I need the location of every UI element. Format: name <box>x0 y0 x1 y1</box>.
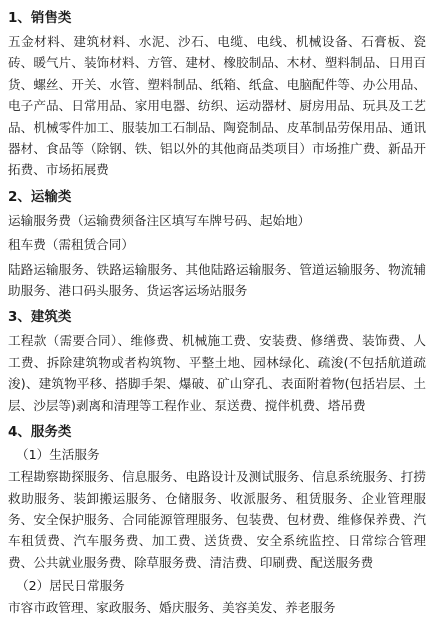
resident-services-paragraph: 市容市政管理、家政服务、婚庆服务、美容美发、养老服务 <box>8 600 336 616</box>
sales-items-paragraph: 五金材料、建筑材料、水泥、沙石、电缆、电线、机械设备、石膏板、瓷砖、暖气片、装饰材料、方管、建材、橡胶制品、木材、塑料制品、日用百货、螺丝、开关、水管、塑料制品、纸箱、纸盒、电脑配件等、办公用品、电子产品、日常用品、家用电器、纺织、运动器材、厨房用品、玩具及工艺品、机械零件加工、服装加工石制品、陶瓷制品、皮革制品劳保用品、通讯器材、食品等（除钢、铁、铝以外的其他商品类项目）市场推广费、新品开拓费、市场拓展费 <box>8 34 426 178</box>
life-services-paragraph: 工程勘察勘探服务、信息服务、电路设计及测试服务、信息系统服务、打捞救助服务、装卸搬运服务、仓储服务、收派服务、租赁服务、企业管理服务、安全保护服务、合同能源管理服务、包装费、包材费、维修保养费、汽车租赁费、汽车服务费、加工费、送货费、安全系统监控、日常综合管理费、公共就业服务费、除草服务费、清洁费、印刷费、配送服务费 <box>8 469 426 570</box>
construction-items-paragraph: 工程款（需要合同）、维修费、机械施工费、安装费、修缮费、装饰费、人工费、拆除建筑物或者构筑物、平整土地、园林绿化、疏浚(不包括航道疏浚)、建筑物平移、搭脚手架、爆破、矿山穿孔、表面附着物(包括岩层、土层、沙层等)剥离和清理等工程作业、泵送费、搅伴机费、塔吊费 <box>8 333 426 413</box>
section-heading-construction: 3、建筑类 <box>8 309 72 326</box>
section-heading-services: 4、服务类 <box>8 424 72 441</box>
subsection-title-resident-services: （2）居民日常服务 <box>16 578 125 594</box>
section-heading-sales: 1、销售类 <box>8 10 72 26</box>
section-heading-transport: 2、运输类 <box>8 188 72 205</box>
car-rental-line: 租车费（需租赁合同） <box>8 237 134 253</box>
subsection-title-life-services: （1）生活服务 <box>16 447 100 463</box>
transport-services-paragraph: 陆路运输服务、铁路运输服务、其他陆路运输服务、管道运输服务、物流辅助服务、港口码头服务、货运客运场站服务 <box>8 261 426 299</box>
transport-fee-line: 运输服务费（运输费须备注区填写车牌号码、起始地） <box>8 212 311 228</box>
